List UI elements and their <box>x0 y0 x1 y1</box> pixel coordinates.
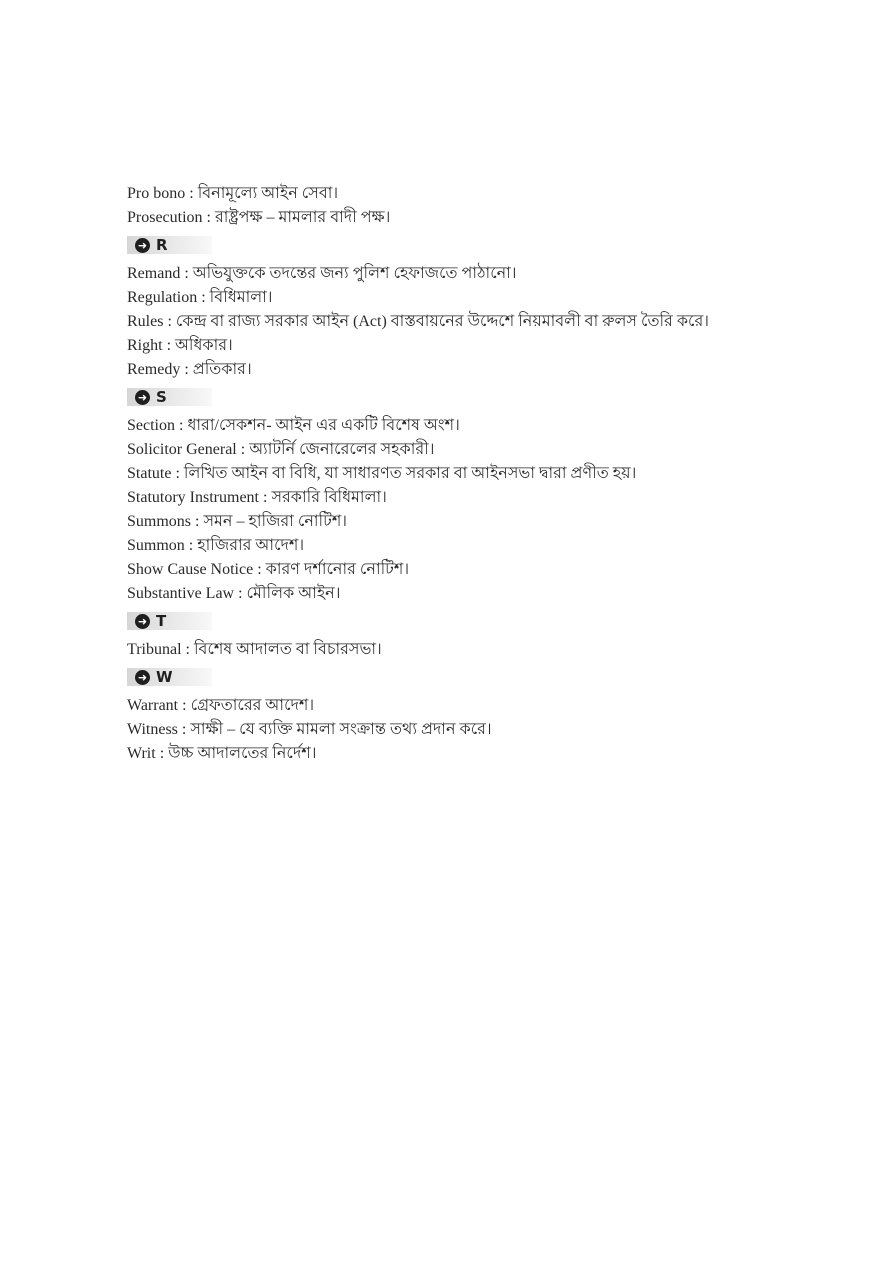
glossary-list-w <box>127 694 827 766</box>
entry-definition: কারণ দর্শানোর নোটিশ। <box>265 561 410 578</box>
section-header-t <box>127 612 212 630</box>
entry-definition: বিনামূল্যে আইন সেবা। <box>197 185 339 202</box>
entry-term: Writ <box>127 745 156 762</box>
section-letter: S <box>156 388 167 406</box>
entry-separator: : <box>191 513 204 530</box>
entry-term: Warrant <box>127 697 179 714</box>
entry-term: Remedy <box>127 361 181 378</box>
glossary-entry <box>127 262 827 286</box>
glossary-list-t <box>127 638 827 662</box>
entry-separator: : <box>197 289 210 306</box>
entry-term: Substantive Law <box>127 585 235 602</box>
glossary-entry <box>127 534 827 558</box>
glossary-entry <box>127 414 827 438</box>
entry-term: Witness <box>127 721 178 738</box>
entry-separator: : <box>163 313 176 330</box>
glossary-entry <box>127 558 827 582</box>
entry-separator: : <box>185 185 198 202</box>
entry-separator: : <box>236 441 250 458</box>
entry-separator: : <box>162 337 176 354</box>
entry-definition: লিখিত আইন বা বিধি, যা সাধারণত সরকার বা আইনসভা দ্বারা প্রণীত হয়। <box>183 465 637 482</box>
entry-separator: : <box>184 537 198 554</box>
entry-definition: প্রতিকার। <box>192 361 252 378</box>
glossary-list-top <box>127 182 827 230</box>
entry-term: Section <box>127 417 175 434</box>
entry-term: Statutory Instrument <box>127 489 259 506</box>
entry-definition: সমন – হাজিরা নোটিশ। <box>203 513 348 530</box>
glossary-page <box>127 182 827 766</box>
entry-separator: : <box>178 697 191 714</box>
entry-definition: সরকারি বিধিমালা। <box>271 489 387 506</box>
glossary-entry <box>127 206 827 230</box>
glossary-entry <box>127 310 827 334</box>
glossary-entry <box>127 638 827 662</box>
glossary-entry <box>127 694 827 718</box>
glossary-entry <box>127 486 827 510</box>
glossary-list-r <box>127 262 827 382</box>
entry-definition: বিধিমালা। <box>209 289 273 306</box>
section-header-w <box>127 668 212 686</box>
entry-definition: অভিযুক্তকে তদন্তের জন্য পুলিশ হেফাজতে পাঠানো। <box>192 265 517 282</box>
entry-term: Tribunal <box>127 641 182 658</box>
glossary-entry <box>127 510 827 534</box>
entry-term: Summons <box>127 513 192 530</box>
entry-separator: : <box>177 721 191 738</box>
entry-definition: ধারা/সেকশন- আইন এর একটি বিশেষ অংশ। <box>187 417 460 434</box>
entry-separator: : <box>234 585 247 602</box>
entry-definition: রাষ্ট্রপক্ষ – মামলার বাদী পক্ষ। <box>215 209 391 226</box>
entry-definition: বিশেষ আদালত বা বিচারসভা। <box>193 641 382 658</box>
entry-definition: গ্রেফতারের আদেশ। <box>190 697 315 714</box>
glossary-entry <box>127 334 827 358</box>
entry-separator: : <box>180 361 193 378</box>
entry-definition: হাজিরার আদেশ। <box>197 537 305 554</box>
glossary-entry <box>127 182 827 206</box>
glossary-entry <box>127 286 827 310</box>
glossary-entry <box>127 582 827 606</box>
entry-term: Rules <box>127 313 164 330</box>
entry-separator: : <box>171 465 184 482</box>
glossary-list-s <box>127 414 827 606</box>
glossary-entry <box>127 462 827 486</box>
section-header-s <box>127 388 212 406</box>
entry-term: Right <box>127 337 163 354</box>
section-letter: T <box>156 612 167 630</box>
arrow-right-circle-icon: ➜ <box>135 614 150 629</box>
entry-definition: অধিকার। <box>175 337 233 354</box>
section-letter: R <box>156 236 168 254</box>
entry-term: Regulation <box>127 289 198 306</box>
glossary-entry <box>127 438 827 462</box>
glossary-entry <box>127 718 827 742</box>
entry-separator: : <box>258 489 272 506</box>
entry-separator: : <box>202 209 215 226</box>
arrow-right-circle-icon: ➜ <box>135 670 150 685</box>
glossary-entry <box>127 742 827 766</box>
entry-definition: সাক্ষী – যে ব্যক্তি মামলা সংক্রান্ত তথ্য প্রদান করে। <box>190 721 492 738</box>
entry-term: Statute <box>127 465 172 482</box>
entry-term: Pro bono <box>127 185 186 202</box>
section-letter: W <box>156 668 173 686</box>
entry-definition: উচ্চ আদালতের নির্দেশ। <box>168 745 317 762</box>
entry-definition: মৌলিক আইন। <box>246 585 341 602</box>
entry-term: Show Cause Notice <box>127 561 254 578</box>
entry-separator: : <box>155 745 169 762</box>
entry-separator: : <box>180 265 193 282</box>
arrow-right-circle-icon: ➜ <box>135 238 150 253</box>
entry-separator: : <box>253 561 266 578</box>
arrow-right-circle-icon: ➜ <box>135 390 150 405</box>
entry-term: Summon <box>127 537 185 554</box>
section-header-r <box>127 236 212 254</box>
entry-term: Solicitor General <box>127 441 237 458</box>
entry-separator: : <box>175 417 188 434</box>
entry-separator: : <box>181 641 194 658</box>
glossary-entry <box>127 358 827 382</box>
entry-definition: কেন্দ্র বা রাজ্য সরকার আইন (Act) বাস্তবায়নের উদ্দেশে নিয়মাবলী বা রুলস তৈরি করে। <box>175 313 709 330</box>
entry-term: Remand <box>127 265 181 282</box>
entry-term: Prosecution <box>127 209 203 226</box>
entry-definition: অ্যাটর্নি জেনারেলের সহকারী। <box>249 441 435 458</box>
